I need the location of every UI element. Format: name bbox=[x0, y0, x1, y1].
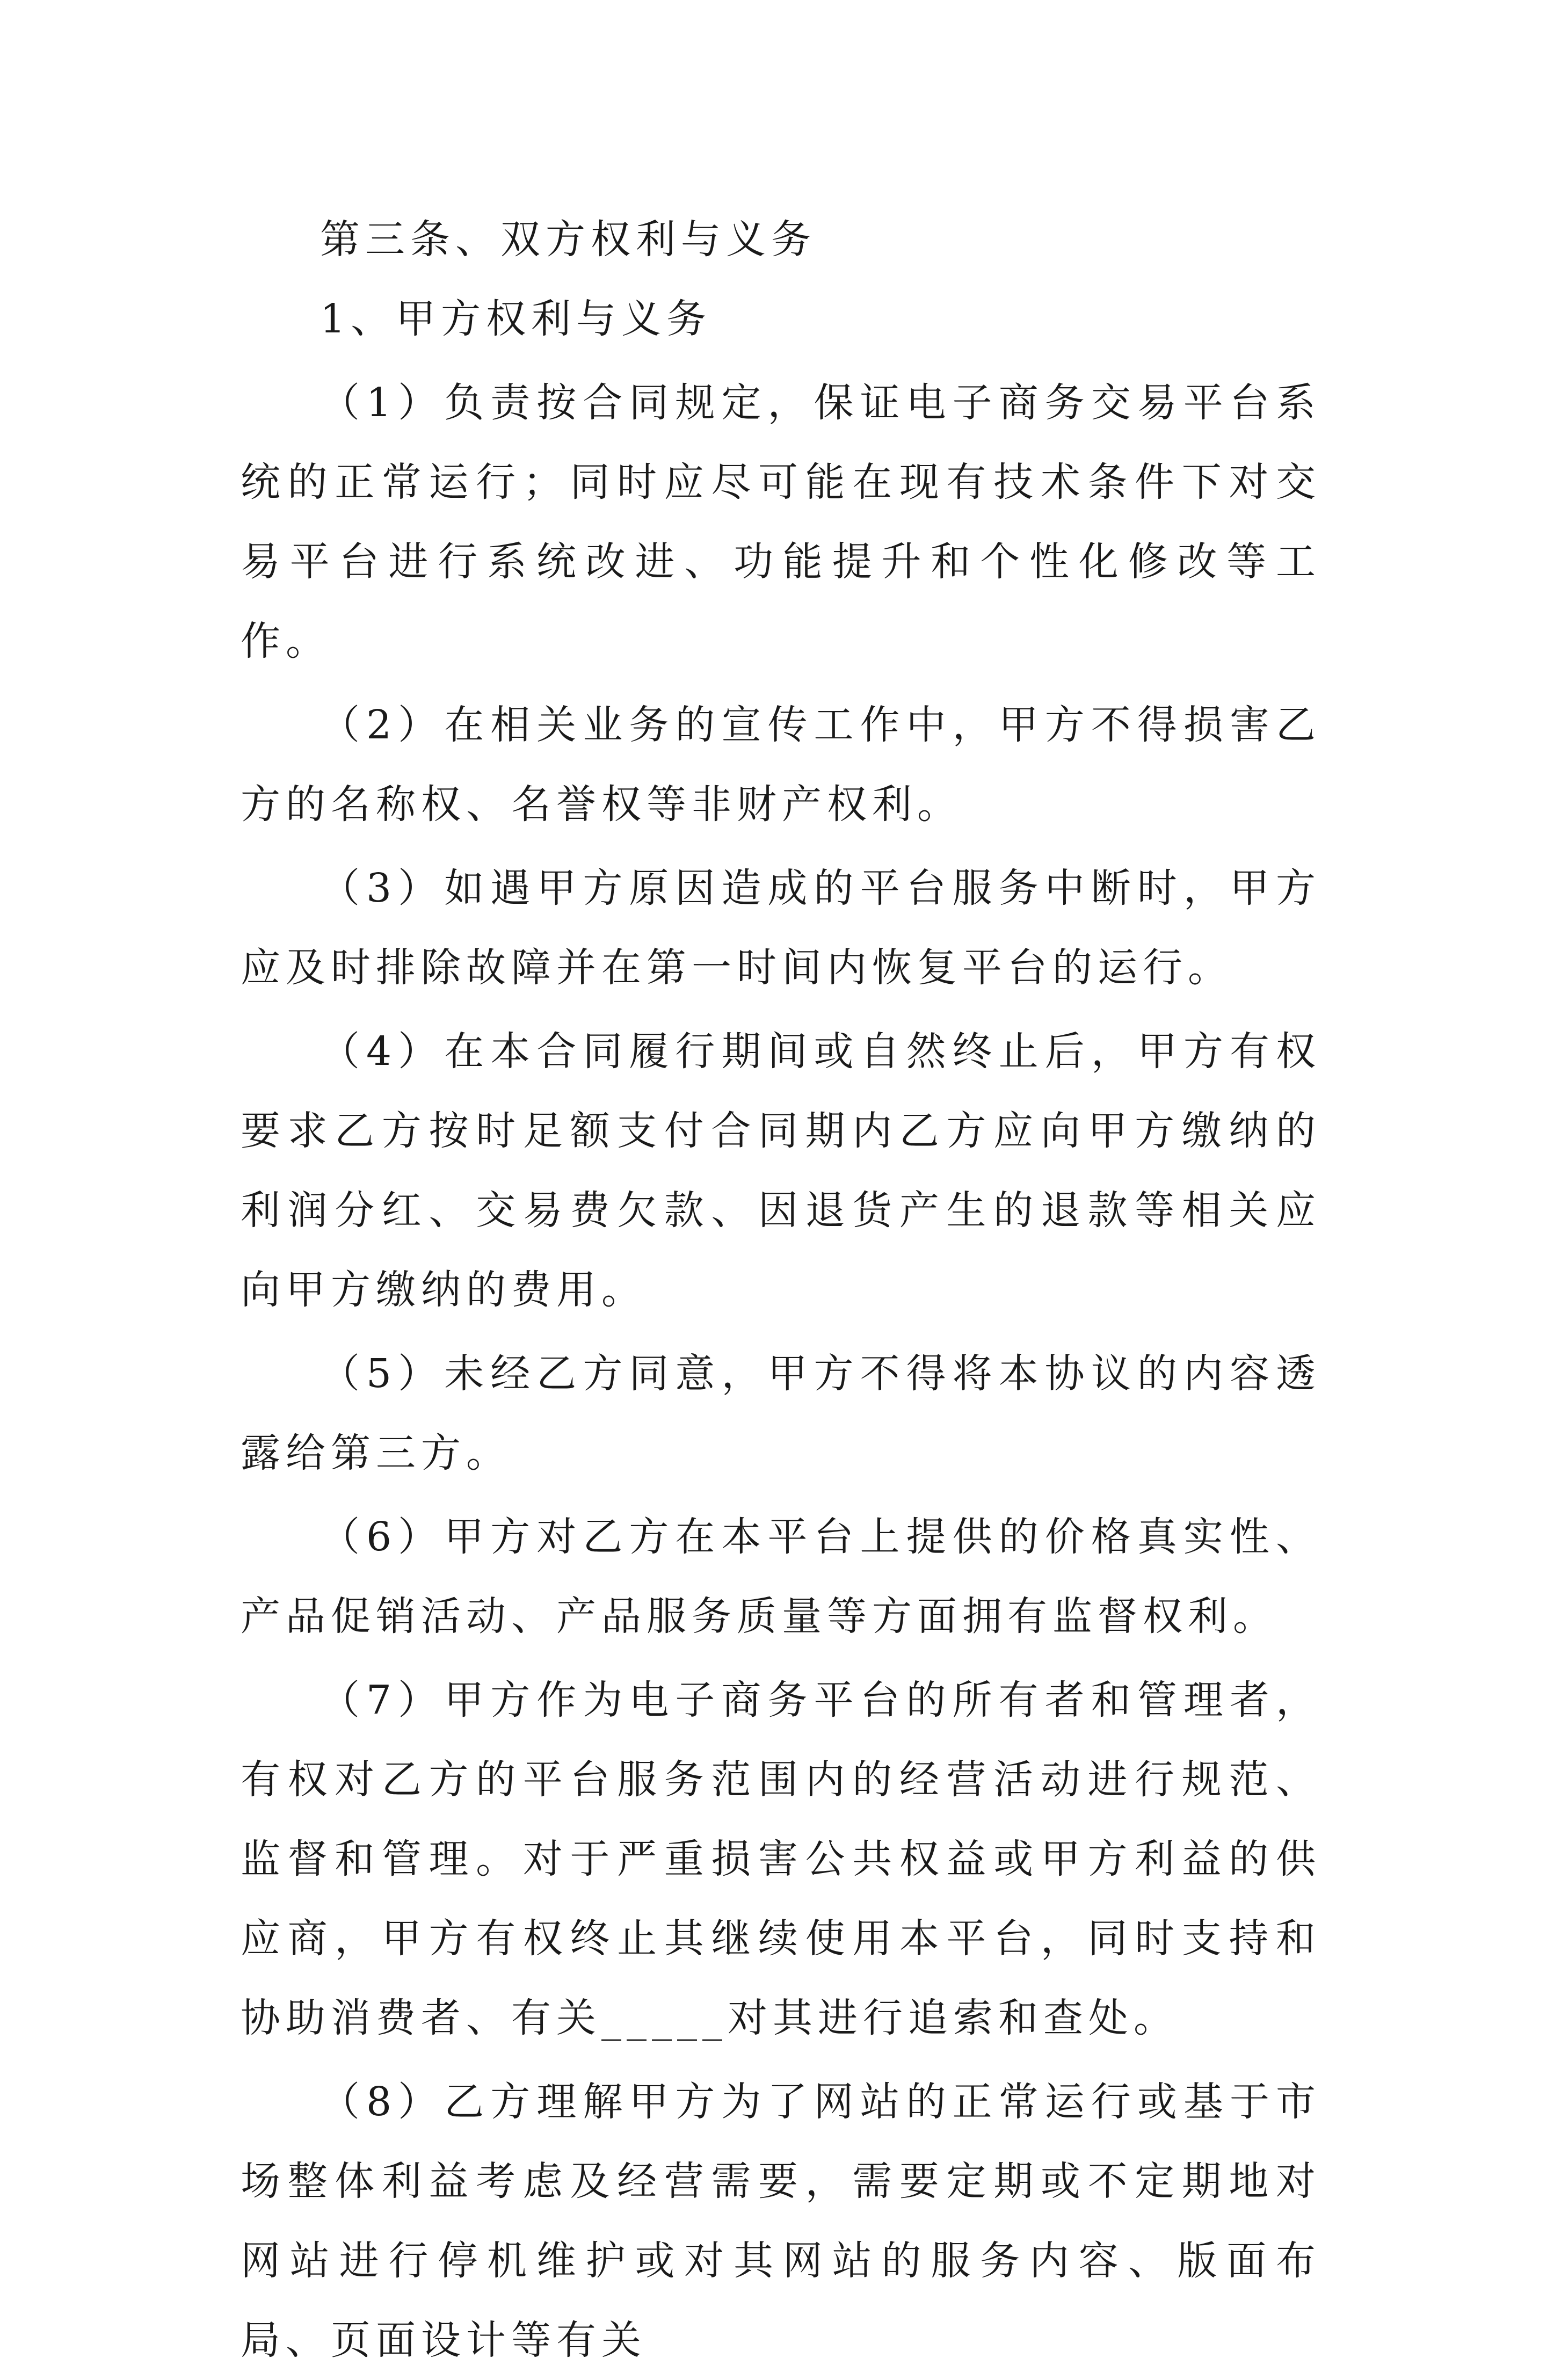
document-body bbox=[241, 200, 1321, 2380]
paragraph-4: （4）在本合同履行期间或自然终止后，甲方有权要求乙方按时足额支付合同期内乙方应向甲方缴纳的利润分红、交易费欠款、因退货产生的退款等相关应向甲方缴纳的费用。 bbox=[241, 1028, 1321, 1313]
paragraph-1: （1）负责按合同规定，保证电子商务交易平台系统的正常运行；同时应尽可能在现有技术条件下对交易平台进行系统改进、功能提升和个性化修改等工作。 bbox=[241, 380, 1321, 664]
paragraph-7: （7）甲方作为电子商务平台的所有者和管理者，有权对乙方的平台服务范围内的经营活动进行规范、监督和管理。对于严重损害公共权益或甲方利益的供应商，甲方有权终止其继续使用本平台，同时支持和协助消费者、有关_____对其进行追索和查处。 bbox=[241, 1677, 1321, 2041]
section-title: 1、甲方权利与义务 bbox=[320, 296, 712, 342]
paragraph-2: （2）在相关业务的宣传工作中，甲方不得损害乙方的名称权、名誉权等非财产权利。 bbox=[241, 702, 1321, 828]
paragraph-8: （8）乙方理解甲方为了网站的正常运行或基于市场整体利益考虑及经营需要，需要定期或不定期地对网站进行停机维护或对其网站的服务内容、版面布局、页面设计等有关 bbox=[241, 2079, 1321, 2363]
paragraph-5: （5）未经乙方同意，甲方不得将本协议的内容透露给第三方。 bbox=[241, 1351, 1321, 1476]
article-title: 第三条、双方权利与义务 bbox=[320, 216, 816, 263]
paragraph-3: （3）如遇甲方原因造成的平台服务中断时，甲方应及时排除故障并在第一时间内恢复平台的运行。 bbox=[241, 865, 1321, 991]
paragraph-6: （6）甲方对乙方在本平台上提供的价格真实性、产品促销活动、产品服务质量等方面拥有监督权利。 bbox=[241, 1514, 1321, 1639]
